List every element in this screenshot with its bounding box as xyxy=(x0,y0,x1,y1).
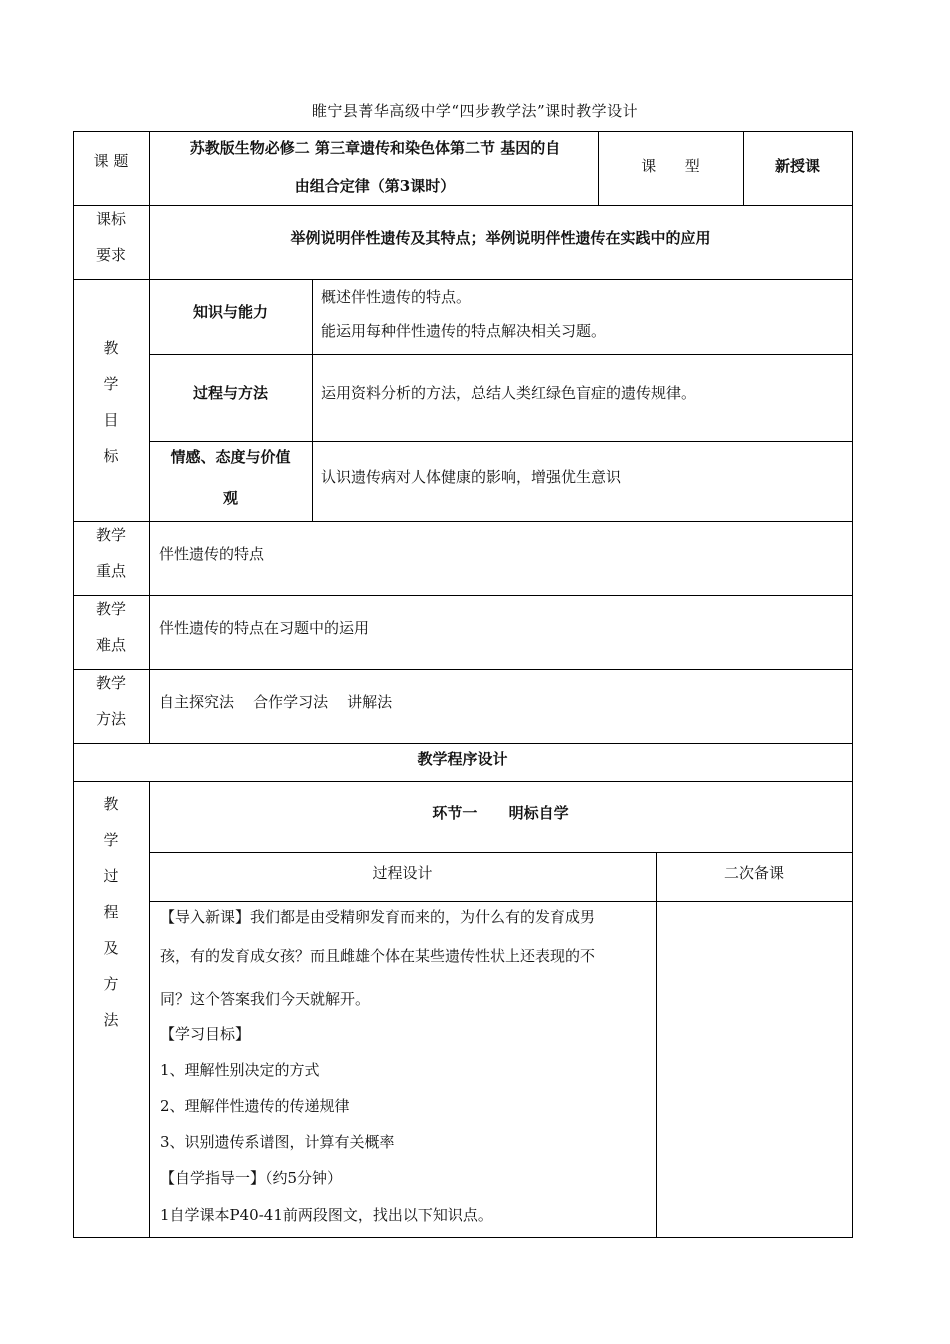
step-title: 环节一 明标自学 xyxy=(432,804,569,822)
knowledge-label: 知识与能力 xyxy=(192,303,268,321)
col-design-header: 过程设计 xyxy=(372,864,433,882)
process-line: 【学习目标】 xyxy=(160,1025,251,1043)
process-line: 1自学课本P40-41前两段图文，找出以下知识点。 xyxy=(160,1206,493,1224)
process-line: 【自学指导一】（约5分钟） xyxy=(160,1169,343,1187)
process-line: 孩，有的发育成女孩？而且雌雄个体在某些遗传性状上还表现的不 xyxy=(160,947,596,965)
knowledge-line-2: 能运用每种伴性遗传的特点解决相关习题。 xyxy=(321,322,607,340)
process-value: 运用资料分析的方法，总结人类红绿色盲症的遗传规律。 xyxy=(321,384,697,402)
process-line: 同？这个答案我们今天就解开。 xyxy=(160,990,371,1008)
emotion-label-2: 观 xyxy=(222,489,238,507)
method-label-2: 方法 xyxy=(95,710,126,728)
standard-value: 举例说明伴性遗传及其特点；举例说明伴性遗传在实践中的应用 xyxy=(290,229,711,247)
page-title: 睢宁县菁华高级中学“四步教学法”课时教学设计 xyxy=(311,102,639,120)
emotion-value: 认识遗传病对人体健康的影响，增强优生意识 xyxy=(321,468,622,486)
topic-line-2: 由组合定律（第3课时） xyxy=(294,177,456,195)
process-line: 1、理解性别决定的方式 xyxy=(160,1061,320,1079)
process-label: 过程与方法 xyxy=(192,384,268,402)
focus-label-2: 重点 xyxy=(95,562,126,580)
difficulty-label-2: 难点 xyxy=(95,636,126,654)
focus-value: 伴性遗传的特点 xyxy=(159,545,265,563)
objectives-label: 教 学 目 标 xyxy=(103,339,119,465)
standard-label-1: 课标 xyxy=(95,210,126,228)
program-heading: 教学程序设计 xyxy=(417,750,508,768)
process-line: 2、理解伴性遗传的传递规律 xyxy=(160,1097,350,1115)
standard-label-2: 要求 xyxy=(95,246,126,264)
focus-label-1: 教学 xyxy=(95,526,126,544)
topic-label: 课 题 xyxy=(93,152,129,170)
method-value: 自主探究法 合作学习法 讲解法 xyxy=(159,693,393,711)
process-label-vertical: 教 学 过 程 及 方 法 xyxy=(103,795,119,1029)
type-label: 课 型 xyxy=(641,157,700,175)
topic-line-1: 苏教版生物必修二 第三章遗传和染色体第二节 基因的自 xyxy=(189,139,561,157)
knowledge-line-1: 概述伴性遗传的特点。 xyxy=(321,288,472,306)
type-value: 新授课 xyxy=(774,157,820,175)
emotion-label-1: 情感、态度与价值 xyxy=(170,448,291,466)
process-line: 3、识别遗传系谱图，计算有关概率 xyxy=(160,1133,395,1151)
col-second-header: 二次备课 xyxy=(723,864,784,882)
difficulty-value: 伴性遗传的特点在习题中的运用 xyxy=(159,619,370,637)
method-label-1: 教学 xyxy=(95,674,126,692)
difficulty-label-1: 教学 xyxy=(95,600,126,618)
process-line: 【导入新课】我们都是由受精卵发育而来的，为什么有的发育成男 xyxy=(160,908,596,926)
